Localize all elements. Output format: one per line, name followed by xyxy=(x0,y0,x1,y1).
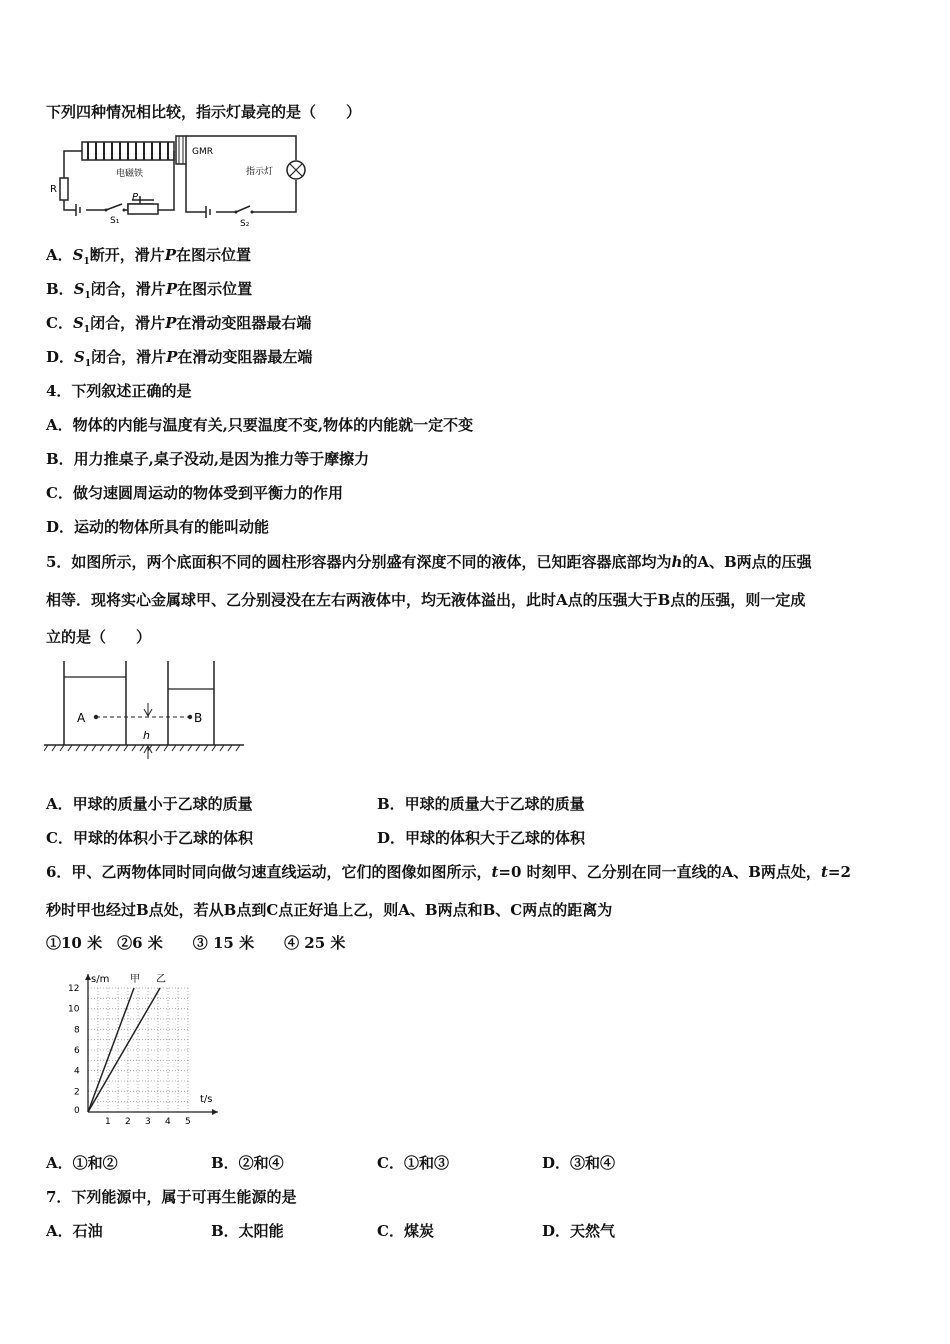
q3-circuit-figure xyxy=(46,130,316,230)
q7-option-a: A．石油 xyxy=(46,1222,103,1240)
y-axis-label: s/m xyxy=(91,974,110,985)
x-tick-label: 2 xyxy=(125,1117,131,1127)
h-label: h xyxy=(143,729,150,742)
point-a xyxy=(94,715,98,719)
chart-ticks xyxy=(68,984,191,1127)
q3-option-d: D．$S_1$闭合，滑片P在滑动变阻器最左端 xyxy=(46,348,313,369)
q4-option-a: A．物体的内能与温度有关,只要温度不变,物体的内能就一定不变 xyxy=(46,416,474,434)
q3-option-a: A．$S_1$断开，滑片P在图示位置 xyxy=(46,246,252,267)
y-tick-label: 6 xyxy=(74,1046,80,1056)
x-tick-label: 0 xyxy=(74,1106,80,1116)
q3-option-c: C．$S_1$闭合，滑片P在滑动变阻器最右端 xyxy=(46,314,312,335)
q6-stem-line2: 秒时甲也经过B点处，若从B点到C点正好追上乙，则A、B两点和B、C两点的距离为 xyxy=(46,901,613,919)
q7-option-c: C．煤炭 xyxy=(377,1222,434,1240)
y-tick-label: 2 xyxy=(74,1087,80,1098)
lamp-label: 指示灯 xyxy=(246,167,274,177)
point-a-label: A xyxy=(77,711,86,725)
resistor-r xyxy=(60,178,68,200)
st-graph-chart xyxy=(60,970,230,1130)
q7-stem: 7．下列能源中，属于可再生能源的是 xyxy=(46,1188,297,1206)
series-line-yi xyxy=(88,988,160,1112)
q3-stem: 下列四种情况相比较，指示灯最亮的是（ ） xyxy=(46,103,362,121)
x-axis-label: t/s xyxy=(200,1094,213,1105)
q6-option-d: D．③和④ xyxy=(542,1154,616,1172)
y-tick-label: 8 xyxy=(74,1025,80,1036)
q5-option-d: D．甲球的体积大于乙球的体积 xyxy=(377,829,586,847)
q5-container-figure xyxy=(44,655,249,765)
switch-s2 xyxy=(236,206,250,212)
battery-2 xyxy=(206,206,210,218)
q3-option-b: B．$S_1$闭合，滑片P在图示位置 xyxy=(46,280,253,301)
q4-option-b: B．用力推桌子,桌子没动,是因为推力等于摩擦力 xyxy=(46,450,370,468)
q5-option-c: C．甲球的体积小于乙球的体积 xyxy=(46,829,253,847)
x-axis-arrow xyxy=(212,1109,218,1115)
right-container xyxy=(168,661,214,745)
slider-p-label: P xyxy=(132,192,139,203)
s2-label: S₂ xyxy=(240,219,250,229)
gmr-label: GMR xyxy=(192,147,213,157)
q7-option-b: B．太阳能 xyxy=(211,1222,284,1240)
q5-stem-line3: 立的是（ ） xyxy=(46,628,152,646)
series-label-yi: 乙 xyxy=(156,974,166,985)
chart-axes xyxy=(85,974,218,1115)
s1-label: S₁ xyxy=(110,216,120,226)
gmr-resistor xyxy=(176,136,186,164)
q7-option-d: D．天然气 xyxy=(542,1222,616,1240)
q4-stem: 4．下列叙述正确的是 xyxy=(46,382,192,400)
y-tick-label: 10 xyxy=(68,1004,80,1015)
q6-stem-line1: 6．甲、乙两物体同时同向做匀速直线运动，它们的图像如图所示，t=0 时刻甲、乙分别在同一直线的A、B两点处，t=2 xyxy=(46,863,851,881)
h-arrow-bottom xyxy=(144,746,152,759)
q6-option-c: C．①和③ xyxy=(377,1154,449,1172)
point-b-label: B xyxy=(194,711,203,725)
point-b xyxy=(188,715,192,719)
h-arrow-top xyxy=(144,703,152,716)
q6-option-a: A．①和② xyxy=(46,1154,118,1172)
x-tick-label: 1 xyxy=(105,1117,111,1127)
chart-grid xyxy=(88,988,188,1112)
q5-option-a: A．甲球的质量小于乙球的质量 xyxy=(46,795,253,813)
q5-stem-line2: 相等．现将实心金属球甲、乙分别浸没在左右两液体中，均无液体溢出，此时A点的压强大于B点的压强，则一定成 xyxy=(46,591,806,609)
q5-option-b: B．甲球的质量大于乙球的质量 xyxy=(377,795,585,813)
y-tick-label: 4 xyxy=(74,1066,80,1077)
q5-stem-line1: 5．如图所示，两个底面积不同的圆柱形容器内分别盛有深度不同的液体，已知距容器底部均为h的A、B两点的压强 xyxy=(46,553,812,571)
left-container xyxy=(64,661,126,745)
x-tick-label: 3 xyxy=(145,1117,151,1127)
battery-1 xyxy=(76,204,80,216)
x-tick-label: 4 xyxy=(165,1117,171,1127)
series-label-jia: 甲 xyxy=(130,974,140,985)
switch-s1 xyxy=(106,204,122,210)
rheostat xyxy=(128,204,158,214)
q4-option-c: C．做匀速圆周运动的物体受到平衡力的作用 xyxy=(46,484,343,502)
q6-option-b: B．②和④ xyxy=(211,1154,284,1172)
y-tick-label: 12 xyxy=(68,984,80,994)
q6-choices: ①10 米 ②6 米 ③ 15 米 ④ 25 米 xyxy=(46,934,346,952)
q4-option-d: D．运动的物体所具有的能叫动能 xyxy=(46,518,270,536)
x-tick-label: 5 xyxy=(185,1117,191,1127)
resistor-label: R xyxy=(50,184,57,195)
electromagnet-label: 电磁铁 xyxy=(116,169,144,179)
